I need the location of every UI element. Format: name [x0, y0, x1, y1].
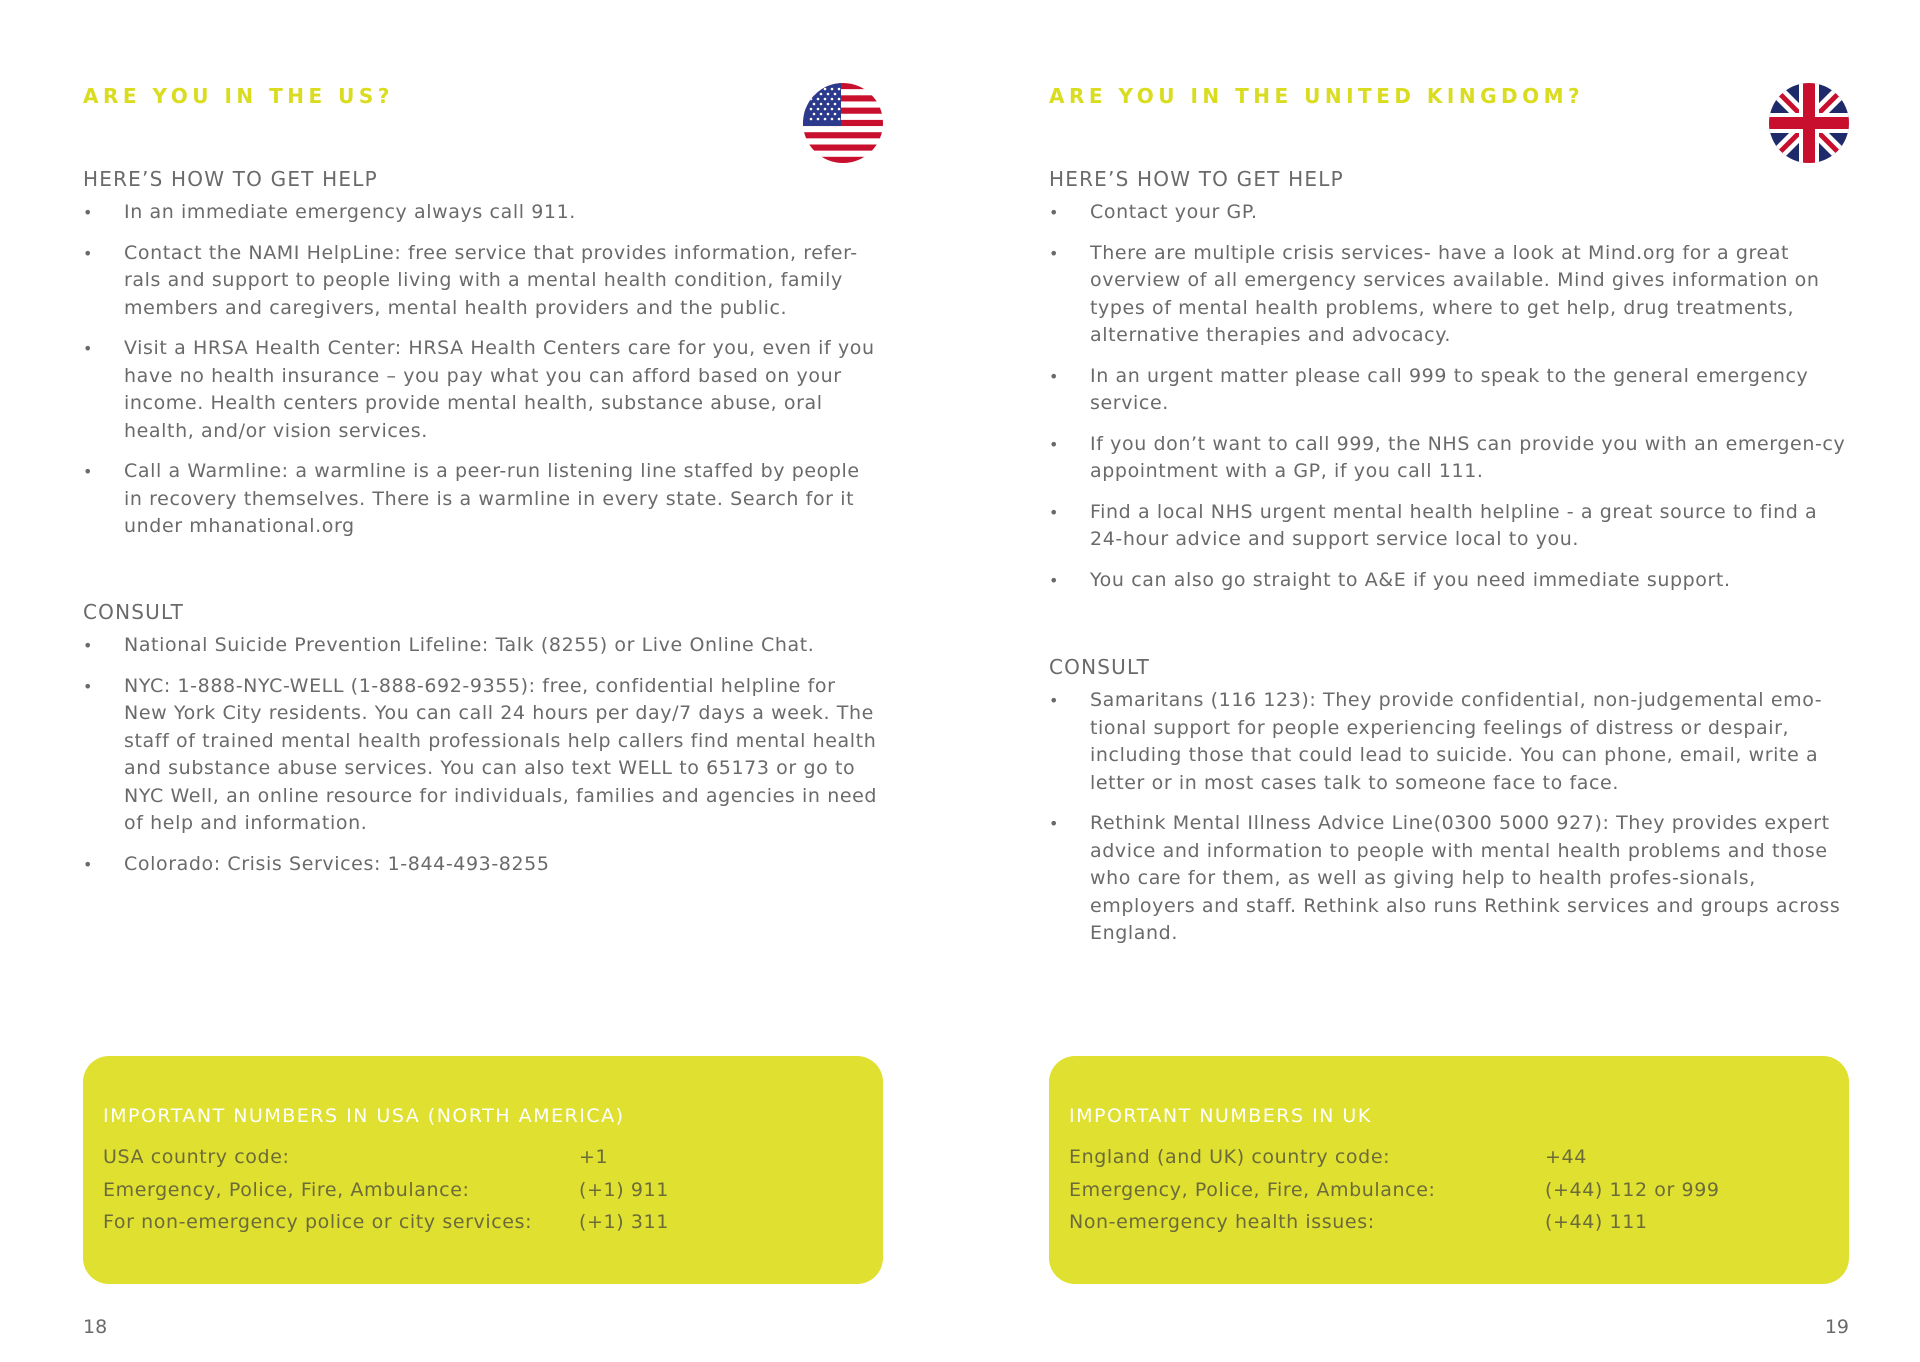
consult-section [83, 600, 883, 891]
list-item: • Rethink Mental Illness Advice Line(0300 5000 927): They provides expert advice and information to people with mental health problems and those who care for them, as well as giving help to health profes-sionals, employers and staff. Rethink also runs Rethink services and groups across England. [1049, 810, 1849, 948]
section-heading: CONSULT [1049, 655, 1151, 679]
number-label: USA country code: [103, 1146, 290, 1168]
list-item: • Colorado: Crisis Services: 1-844-493-8255 [83, 851, 883, 879]
list-item: • Samaritans (116 123): They provide confidential, non-judgemental emo-tional support for people experiencing feelings of distress or despair, including those that could lead to suicide. You can phone, email, write a letter or in most cases talk to someone face to face. [1049, 687, 1849, 797]
number-row [1069, 1206, 1829, 1239]
section-heading: HERE’S HOW TO GET HELP [83, 167, 378, 191]
help-section [83, 167, 883, 554]
numbers-title: IMPORTANT NUMBERS IN UK [1069, 1105, 1372, 1127]
list-item: • If you don’t want to call 999, the NHS can provide you with an emergen-cy appointment with a GP, if you call 111. [1049, 431, 1849, 486]
list-item: • Visit a HRSA Health Center: HRSA Health Centers care for you, even if you have no health insurance – you pay what you can afford based on your income. Health centers provide mental health, substance abuse, oral health, and/or vision services. [83, 335, 883, 445]
consult-section [1049, 655, 1849, 961]
number-value: +44 [1545, 1146, 1587, 1168]
number-label: England (and UK) country code: [1069, 1146, 1391, 1168]
page-left [83, 0, 883, 1362]
list-item: • There are multiple crisis services- have a look at Mind.org for a great overview of all emergency services available. Mind gives information on types of mental health problems, where to get help, drug treatments, alternative therapies and advocacy. [1049, 240, 1849, 350]
help-list [83, 199, 883, 541]
number-value: (+1) 311 [579, 1211, 669, 1233]
number-value: (+44) 111 [1545, 1211, 1648, 1233]
numbers-title: IMPORTANT NUMBERS IN USA (NORTH AMERICA) [103, 1105, 625, 1127]
number-row [1069, 1141, 1829, 1174]
number-value: +1 [579, 1146, 609, 1168]
number-value: (+1) 911 [579, 1178, 669, 1201]
number-row [103, 1174, 863, 1207]
page-right [1049, 0, 1849, 1362]
number-value: (+44) 112 or 999 [1545, 1178, 1720, 1201]
number-row [103, 1141, 863, 1174]
list-item: • In an immediate emergency always call 911. [83, 199, 883, 227]
list-item: • In an urgent matter please call 999 to speak to the general emergency service. [1049, 363, 1849, 418]
number-label: For non-emergency police or city services: [103, 1211, 533, 1233]
list-item: • Call a Warmline: a warmline is a peer-run listening line staffed by people in recovery themselves. There is a warmline in every state. Search for it under mhanational.org [83, 458, 883, 541]
list-item: • You can also go straight to A&E if you need immediate support. [1049, 567, 1849, 595]
consult-list [83, 632, 883, 878]
page-kicker: ARE YOU IN THE UNITED KINGDOM? [1049, 84, 1585, 108]
important-numbers-box [1049, 1056, 1849, 1284]
consult-list [1049, 687, 1849, 948]
help-section [1049, 167, 1849, 607]
section-heading: HERE’S HOW TO GET HELP [1049, 167, 1344, 191]
number-label: Non-emergency health issues: [1069, 1211, 1375, 1233]
page-number: 18 [83, 1316, 108, 1338]
list-item: • NYC: 1-888-NYC-WELL (1-888-692-9355): free, confidential helpline for New York City residents. You can call 24 hours per day/7 days a week. The staff of trained mental health professionals help callers find mental health and substance abuse services. You can also text WELL to 65173 or go to NYC Well, an online resource for individuals, families and agencies in need of help and information. [83, 673, 883, 838]
page-number: 19 [1824, 1316, 1849, 1338]
number-label: Emergency, Police, Fire, Ambulance: [1069, 1178, 1436, 1201]
number-row [1069, 1174, 1829, 1207]
important-numbers-box [83, 1056, 883, 1284]
number-label: Emergency, Police, Fire, Ambulance: [103, 1178, 470, 1201]
uk-flag-icon [1769, 83, 1849, 163]
page-kicker: ARE YOU IN THE US? [83, 84, 394, 108]
list-item: • Contact your GP. [1049, 199, 1849, 227]
list-item: • National Suicide Prevention Lifeline: Talk (8255) or Live Online Chat. [83, 632, 883, 660]
us-flag-icon [803, 83, 883, 163]
list-item: • Contact the NAMI HelpLine: free service that provides information, refer-rals and support to people living with a mental health condition, family members and caregivers, mental health providers and the public. [83, 240, 883, 323]
section-heading: CONSULT [83, 600, 185, 624]
number-row [103, 1206, 863, 1239]
list-item: • Find a local NHS urgent mental health helpline - a great source to find a 24-hour advice and support service local to you. [1049, 499, 1849, 554]
help-list [1049, 199, 1849, 594]
